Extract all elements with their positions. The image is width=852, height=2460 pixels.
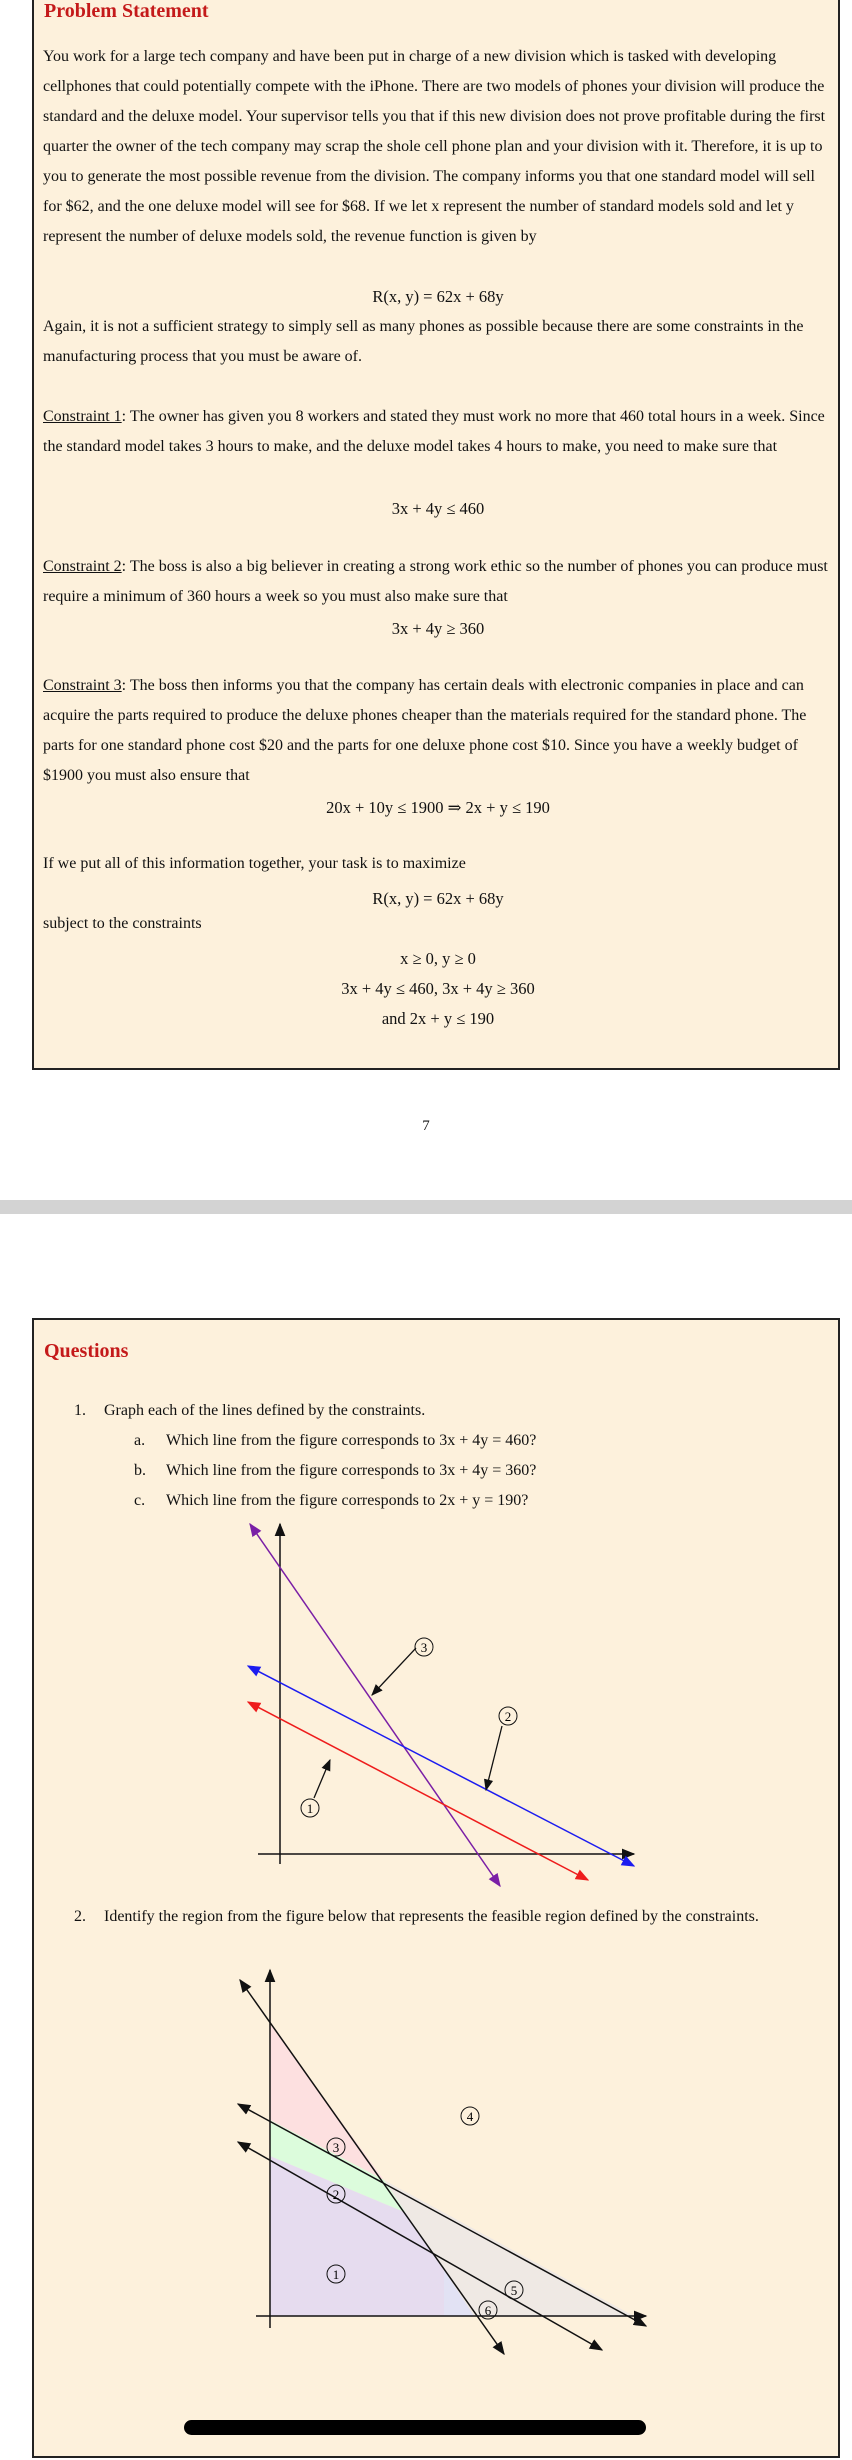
constraints-note: Again, it is not a sufficient strategy to simply sell as many phones as possible because there are some constraints in the manufacturing process that you must be aware of. <box>43 318 804 365</box>
problem-statement-box <box>32 0 840 1070</box>
fig1-label-1-text: 1 <box>306 1801 314 1816</box>
constraint-1-paragraph <box>43 402 829 462</box>
constraint-2-equation: 3x + 4y ≥ 360 <box>391 619 485 638</box>
page-number: 7 <box>422 1118 430 1134</box>
constraint-1-equation: 3x + 4y ≤ 460 <box>391 499 485 518</box>
feasible-region-figure <box>34 1320 838 2456</box>
q1-number: 1. <box>74 1402 86 1419</box>
fig2-label-6-text: 6 <box>484 2303 492 2318</box>
summary-text: If we put all of this information together, your task is to maximize <box>43 855 466 872</box>
questions-title: Questions <box>44 1340 129 1362</box>
constraint-3-equation: 20x + 10y ≤ 1900 ⇒ 2x + y ≤ 190 <box>326 798 550 817</box>
fig2-label-3-text: 3 <box>332 2140 340 2155</box>
constraint-3-label: Constraint 3 <box>43 677 122 694</box>
fig2-label-4 <box>461 2107 479 2125</box>
fig2-label-5-text: 5 <box>510 2283 518 2298</box>
summary-equation: R(x, y) = 62x + 68y <box>372 889 504 908</box>
constraint-2-text: : The boss is also a big believer in creating a strong work ethic so the number of phones you can produce must require a minimum of 360 hours a week so you must also make sure that <box>43 558 828 605</box>
constraint-1-label: Constraint 1 <box>43 408 122 425</box>
subject-to-text: subject to the constraints <box>43 915 202 932</box>
revenue-equation: R(x, y) = 62x + 68y <box>372 287 504 306</box>
q2-text: Identify the region from the figure below that represents the feasible region defined by the constraints. <box>104 1908 759 1925</box>
fig1-label-3-text: 3 <box>420 1640 428 1655</box>
constraint-2-paragraph <box>43 552 829 612</box>
q1a-text: Which line from the figure corresponds to 3x + 4y = 460? <box>166 1432 537 1449</box>
page-1 <box>0 0 852 1188</box>
fig2-label-2-text: 2 <box>332 2187 340 2202</box>
constraint-1-text: : The owner has given you 8 workers and stated they must work no more that 460 total hours in a week. Since the standard model takes 3 hours to make, and the deluxe model takes 4 hours to make, you need to make sure that <box>43 408 825 455</box>
q1b-letter: b. <box>134 1462 146 1479</box>
q1-text: Graph each of the lines defined by the constraints. <box>104 1402 426 1419</box>
hours-constraints: 3x + 4y ≤ 460, 3x + 4y ≥ 360 <box>341 979 535 998</box>
page-separator <box>0 1200 852 1214</box>
constraint-3-text: : The boss then informs you that the company has certain deals with electronic companies in place and can acquire the parts required to produce the deluxe phones cheaper than the materials required for the standard phone. The parts for one standard phone cost $20 and the parts for one deluxe phone cost $10. Since you have a weekly budget of $1900 you must also ensure that <box>43 677 807 784</box>
fig2-label-4-text: 4 <box>466 2109 474 2124</box>
fig2-label-1-text: 1 <box>332 2267 340 2282</box>
q2-number: 2. <box>74 1908 86 1925</box>
q1c-letter: c. <box>134 1492 146 1509</box>
q1b-text: Which line from the figure corresponds to 3x + 4y = 360? <box>166 1462 537 1479</box>
q1c-text: Which line from the figure corresponds to 2x + y = 190? <box>166 1492 529 1509</box>
nonnegativity-constraints: x ≥ 0, y ≥ 0 <box>400 949 476 968</box>
questions-box <box>32 1318 840 2458</box>
fig1-label-2-text: 2 <box>504 1709 512 1724</box>
home-indicator[interactable] <box>184 2420 646 2435</box>
constraint-3-paragraph <box>43 671 829 791</box>
budget-constraint: and 2x + y ≤ 190 <box>381 1009 495 1028</box>
constraint-2-label: Constraint 2 <box>43 558 122 575</box>
problem-statement-title: Problem Statement <box>44 0 209 22</box>
q1a-letter: a. <box>134 1432 146 1449</box>
intro-paragraph: You work for a large tech company and have been put in charge of a new division which is tasked with developing cellphones that could potentially compete with the iPhone. There are two models of phones your division will produce the standard and the deluxe model. Your supervisor tells you that if this new division does not prove profitable during the first quarter the owner of the tech company may scrap the shole cell phone plan and your division with it. Therefore, it is up to you to generate the most possible revenue from the division. The company informs you that one standard model will sell for $62, and the one deluxe model will see for $68. If we let x represent the number of standard models sold and let y represent the number of deluxe models sold, the revenue function is given by <box>43 48 826 245</box>
